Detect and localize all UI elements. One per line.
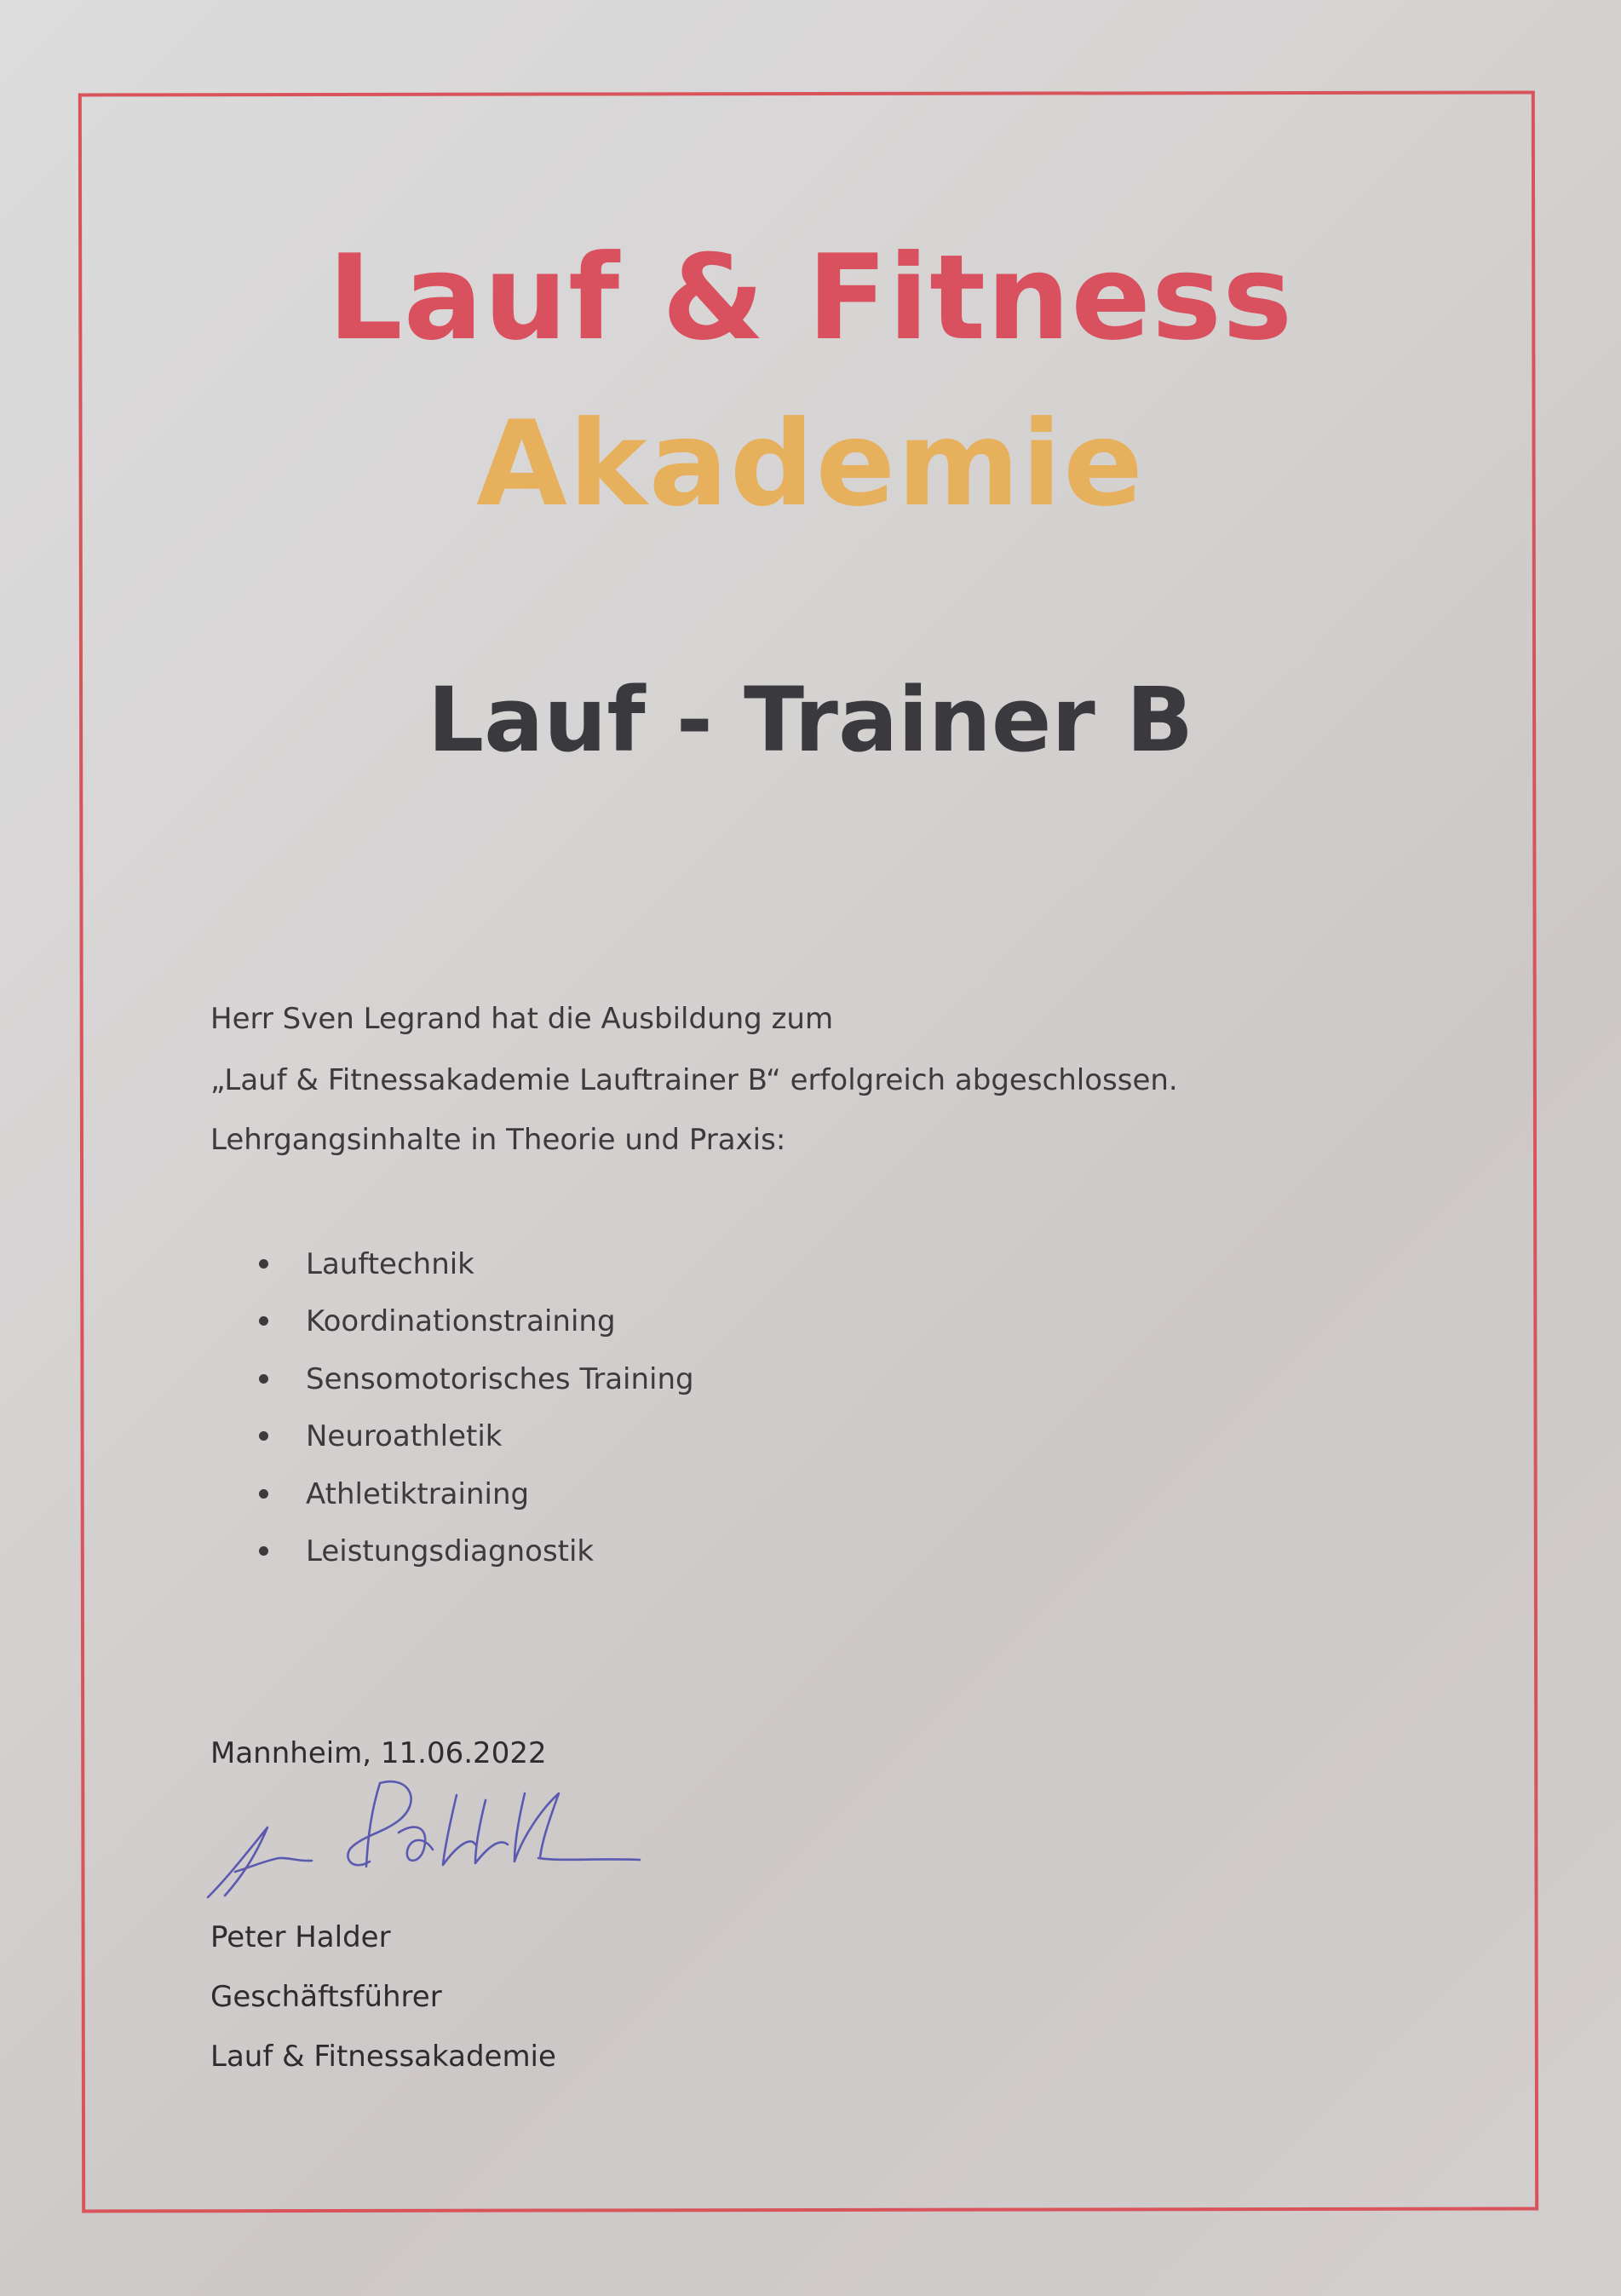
signatory-role: Geschäftsführer <box>210 1980 442 2014</box>
course-topics-list <box>256 1246 694 1590</box>
topic-label: Koordinationstraining <box>306 1304 616 1339</box>
list-item <box>256 1246 694 1303</box>
academy-title-line1: Lauf & Fitness <box>327 229 1294 366</box>
body-line-2: „Lauf & Fitnessakademie Lauftrainer B“ erfolgreich abgeschlossen. <box>210 1063 1178 1097</box>
topic-label: Lauftechnik <box>306 1247 474 1281</box>
topic-label: Neuroathletik <box>306 1419 503 1454</box>
bullet-icon <box>259 1431 268 1441</box>
place-and-date: Mannheim, 11.06.2022 <box>210 1736 547 1770</box>
bullet-icon <box>259 1316 268 1326</box>
list-item <box>256 1533 694 1590</box>
signatory-name: Peter Halder <box>210 1920 391 1954</box>
topic-label: Leistungsdiagnostik <box>306 1534 595 1568</box>
topic-label: Athletiktraining <box>306 1476 530 1511</box>
list-item <box>256 1476 694 1533</box>
topic-label: Sensomotorisches Training <box>306 1361 694 1396</box>
list-item <box>256 1418 694 1475</box>
body-line-1: Herr Sven Legrand hat die Ausbildung zum <box>210 1002 834 1036</box>
list-item <box>256 1303 694 1360</box>
bullet-icon <box>259 1546 268 1556</box>
certificate-title: Lauf - Trainer B <box>427 668 1194 772</box>
bullet-icon <box>259 1489 268 1499</box>
handwritten-signature <box>201 1776 644 1904</box>
academy-title-line2: Akademie <box>476 395 1145 532</box>
signatory-organization: Lauf & Fitnessakademie <box>210 2040 556 2074</box>
body-line-3: Lehrgangsinhalte in Theorie und Praxis: <box>210 1123 786 1157</box>
bullet-icon <box>259 1374 268 1384</box>
list-item <box>256 1361 694 1418</box>
bullet-icon <box>259 1259 268 1269</box>
